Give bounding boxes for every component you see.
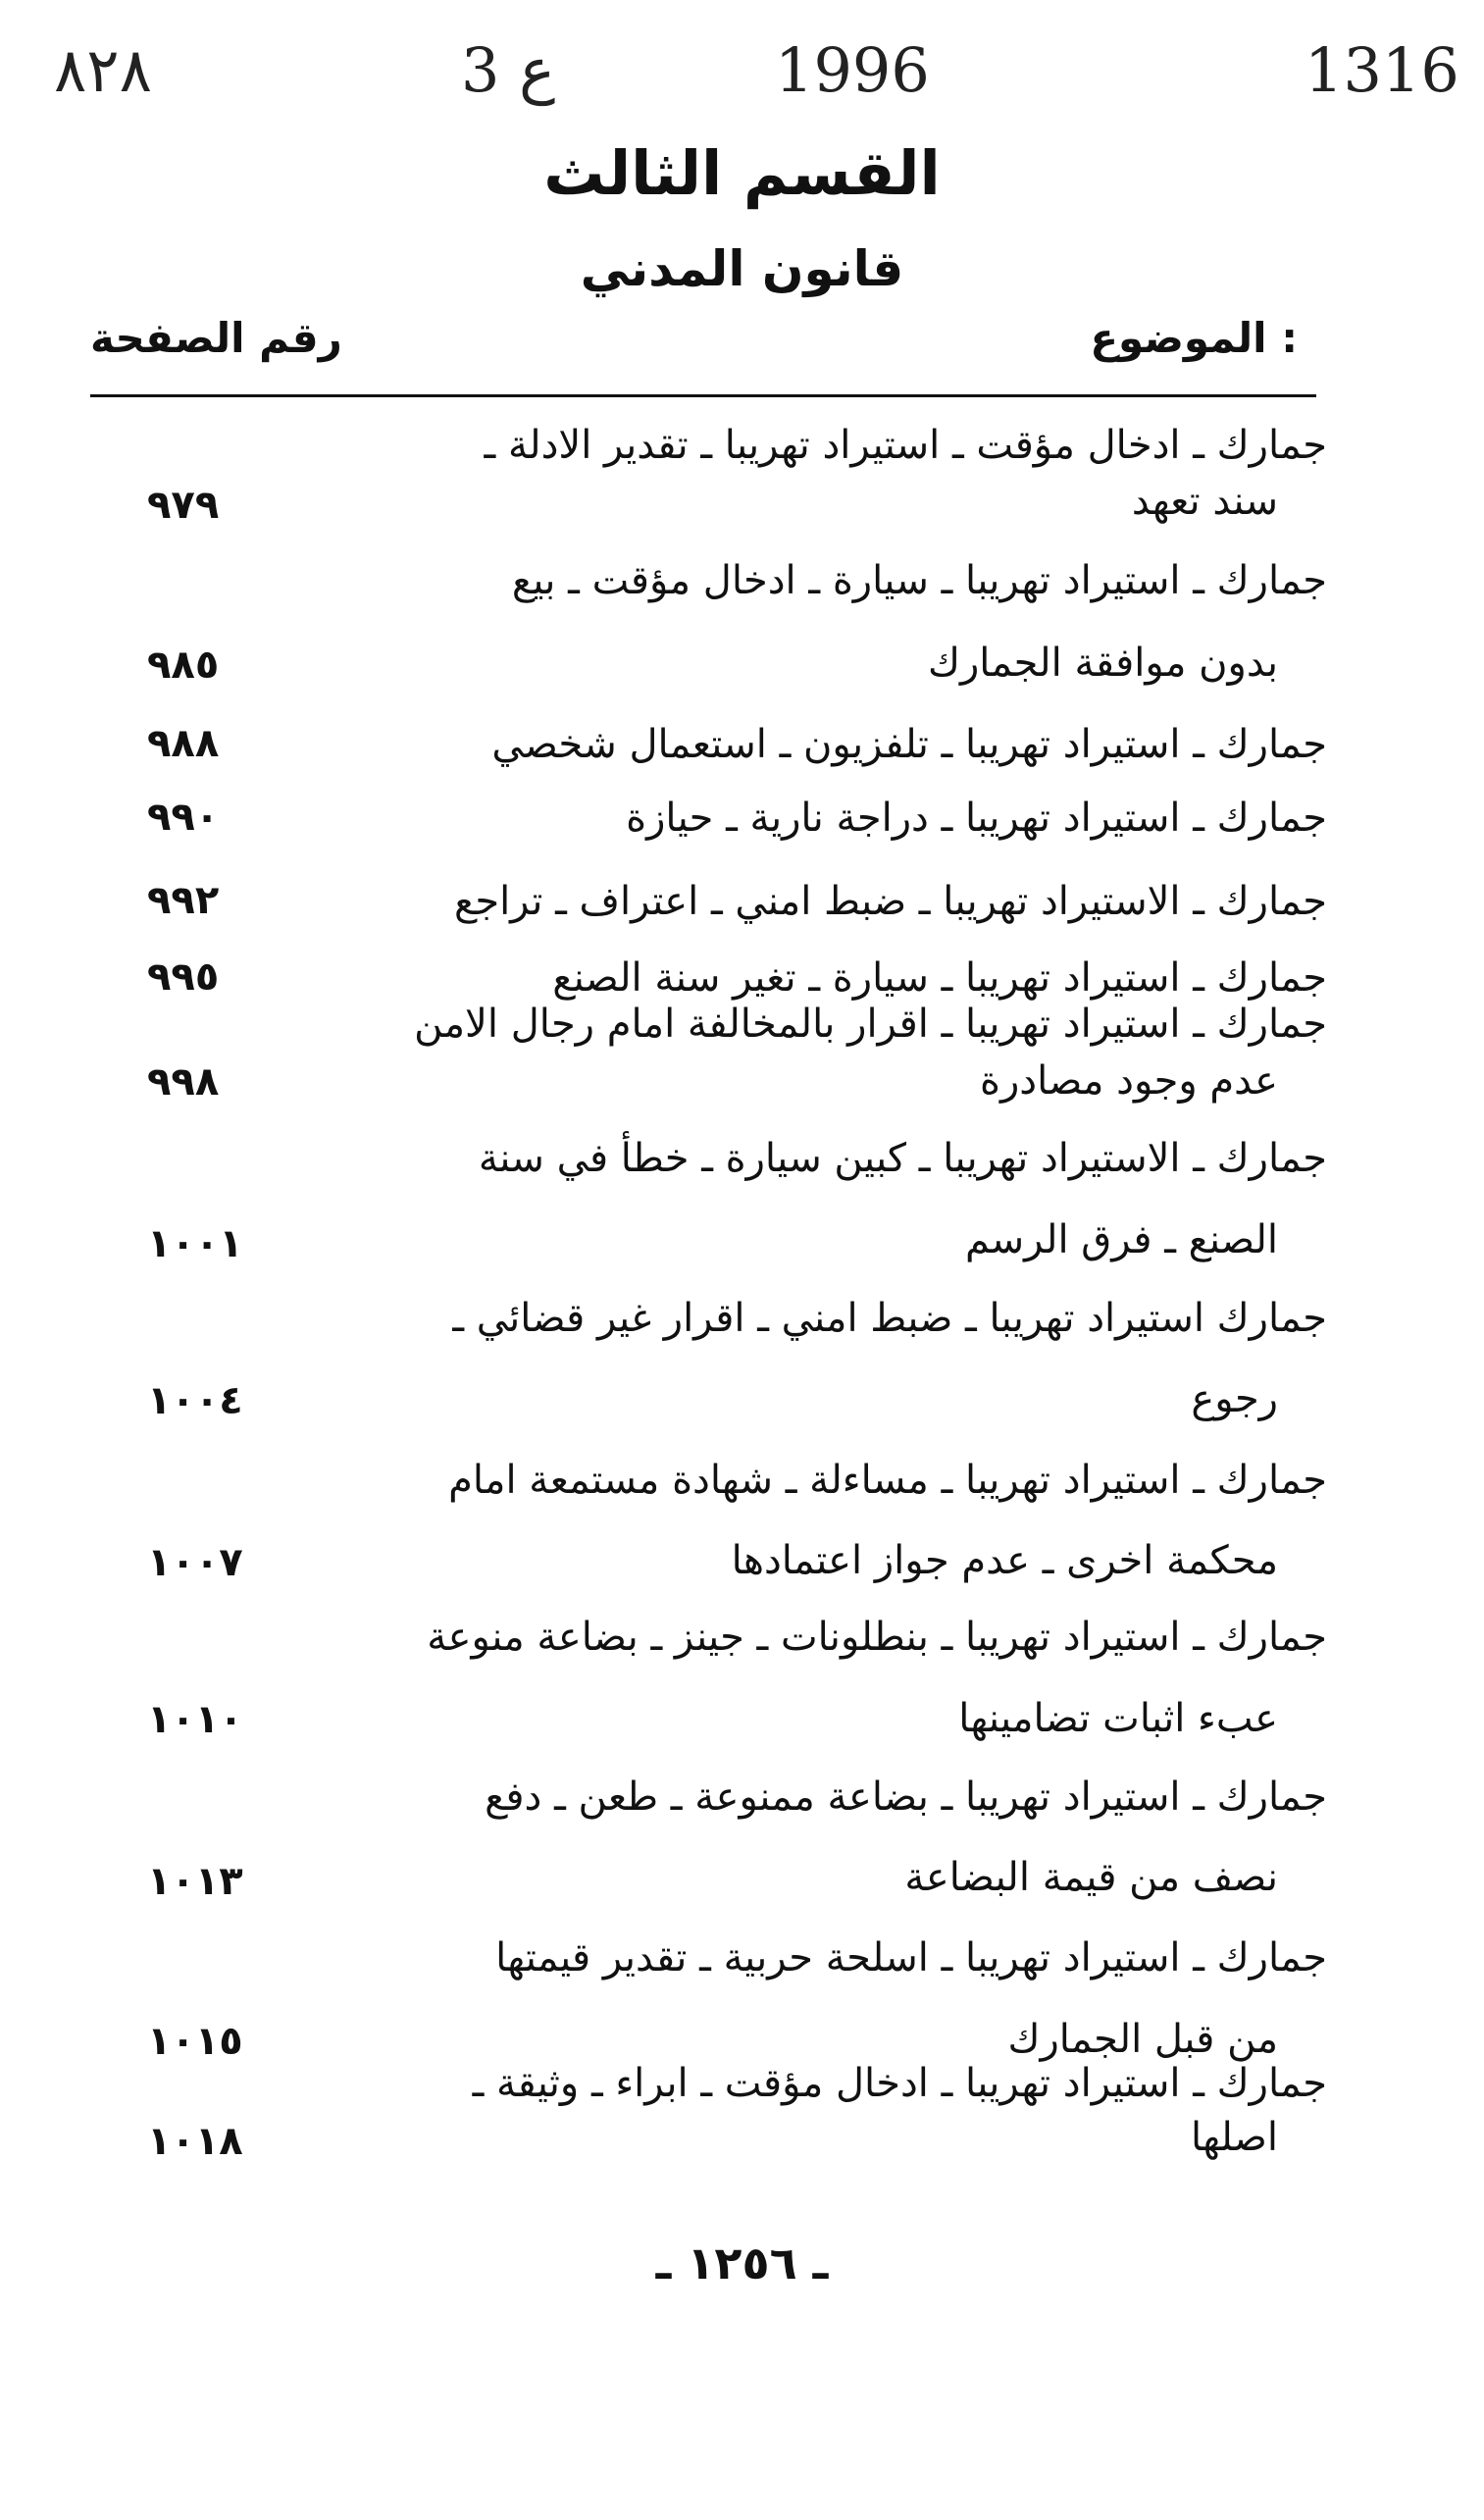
entry-page-number: ١٠٠٤	[147, 1378, 243, 1423]
entry-topic-continuation: رجوع	[1191, 1376, 1278, 1421]
header-rule	[90, 394, 1316, 397]
entry-topic: جمارك ـ استيراد تهريبا ـ سيارة ـ ادخال مؤقت ـ بيع	[511, 558, 1327, 603]
handwritten-year: 1996	[775, 34, 930, 106]
entry-topic: جمارك ـ الاستيراد تهريبا ـ كبين سيارة ـ خطأ في سنة	[478, 1136, 1327, 1181]
entry-page-number: ٩٨٨	[147, 721, 220, 766]
handwritten-mark-center-left: 3 ع	[461, 34, 556, 106]
entry-page-number: ١٠١٠	[147, 1697, 243, 1742]
entry-topic-continuation: بدون موافقة الجمارك	[928, 641, 1278, 686]
entry-page-number: ١٠١٨	[147, 2119, 243, 2164]
entry-page-number: ٩٩٢	[147, 878, 220, 923]
entry-page-number: ١٠٠١	[147, 1221, 243, 1266]
entry-topic-continuation: سند تعهد	[1131, 479, 1278, 524]
entry-topic-continuation: من قبل الجمارك	[1007, 2017, 1278, 2062]
entry-topic-continuation: نصف من قيمة البضاعة	[904, 1855, 1278, 1900]
subject-column-header: الموضوع :	[1090, 314, 1298, 362]
entry-page-number: ٩٧٩	[147, 483, 220, 528]
subtitle: قانون المدني	[580, 240, 904, 297]
entry-page-number: ١٠٠٧	[147, 1540, 243, 1585]
entry-topic: جمارك ـ استيراد تهريبا ـ اقرار بالمخالفة امام رجال الامن	[414, 1002, 1327, 1047]
footer-page-number: ـ ١٢٥٦ ـ	[655, 2237, 829, 2289]
entry-topic: جمارك ـ استيراد تهريبا ـ بنطلونات ـ جينز ـ بضاعة منوعة	[427, 1615, 1327, 1660]
entry-topic-continuation: عدم وجود مصادرة	[980, 1058, 1278, 1104]
entry-topic: جمارك ـ استيراد تهريبا ـ بضاعة ممنوعة ـ طعن ـ دفع	[485, 1774, 1327, 1820]
entry-page-number: ١٠١٣	[147, 1859, 243, 1904]
entry-topic: جمارك ـ استيراد تهريبا ـ تلفزيون ـ استعمال شخصي	[491, 722, 1327, 767]
entry-topic: جمارك استيراد تهريبا ـ ضبط امني ـ اقرار غير قضائي ـ	[452, 1296, 1327, 1341]
entry-topic: جمارك ـ استيراد تهريبا ـ مساءلة ـ شهادة مستمعة امام	[448, 1458, 1327, 1503]
entry-topic: جمارك ـ استيراد تهريبا ـ اسلحة حربية ـ تقدير قيمتها	[495, 1935, 1327, 1980]
entry-topic-continuation: محكمة اخرى ـ عدم جواز اعتمادها	[731, 1538, 1278, 1583]
entry-page-number: ٩٩٥	[147, 954, 220, 1000]
handwritten-mark-left: ٨٢٨	[54, 34, 152, 106]
entry-topic: جمارك ـ استيراد تهريبا ـ سيارة ـ تغير سنة الصنع	[552, 955, 1327, 1001]
handwritten-number-right: 1316	[1305, 34, 1459, 106]
entry-topic: جمارك ـ استيراد تهريبا ـ دراجة نارية ـ حيازة	[626, 796, 1327, 841]
entry-page-number: ٩٨٥	[147, 643, 220, 688]
entry-page-number: ٩٩٠	[147, 795, 220, 840]
page-number-column-header: رقم الصفحة	[90, 314, 342, 362]
entry-page-number: ٩٩٨	[147, 1059, 220, 1105]
entry-topic-continuation: الصنع ـ فرق الرسم	[965, 1217, 1278, 1262]
entry-topic: جمارك ـ استيراد تهريبا ـ ادخال مؤقت ـ ابراء ـ وثيقة ـ	[472, 2061, 1327, 2106]
entry-topic-continuation: اصلها	[1191, 2115, 1278, 2160]
entry-page-number: ١٠١٥	[147, 2019, 243, 2064]
entry-topic: جمارك ـ ادخال مؤقت ـ استيراد تهريبا ـ تقدير الادلة ـ	[484, 423, 1327, 468]
section-title: القسم الثالث	[543, 137, 941, 209]
entry-topic: جمارك ـ الاستيراد تهريبا ـ ضبط امني ـ اعتراف ـ تراجع	[454, 879, 1327, 924]
entry-topic-continuation: عبء اثبات تضامينها	[958, 1696, 1278, 1741]
